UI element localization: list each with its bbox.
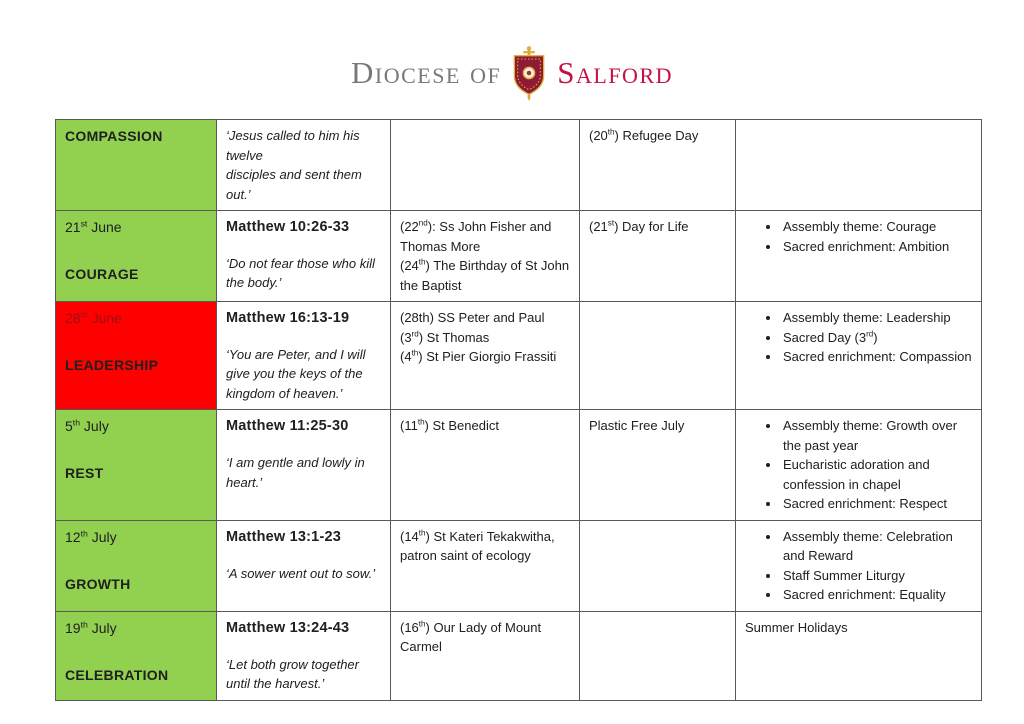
saints-cell [391,410,580,521]
theme-label: REST [65,465,104,482]
events-cell [580,410,736,521]
saints-cell [391,611,580,700]
notes-cell [736,520,982,611]
saints-cell [391,520,580,611]
notes-cell [736,611,982,700]
note-bullet: • Sacred Day (3rd) [781,328,972,348]
saint-day-line: (14th) St Kateri Tekakwitha, patron saint of ecology [400,528,555,564]
events-cell [580,611,736,700]
saint-day-line: (4th) St Pier Giorgio Frassiti [400,348,557,364]
diocese-logo [0,44,1024,102]
theme-cell [56,120,217,211]
table-row [56,120,982,211]
date-label: 5th July [65,417,109,435]
scripture-quote: ‘Let both grow together until the harvest.’ [226,656,359,691]
scripture-cell [217,120,391,211]
date-label: 19th July [65,619,117,636]
salford-crest-icon [509,45,549,101]
event-line: (21st) Day for Life [589,218,689,234]
scripture-reference: Matthew 10:26-33 [226,219,350,235]
date-label: 12th July [65,528,117,545]
saint-day-line: (28th) SS Peter and Paul [400,310,545,325]
notes-bullet-list [745,416,972,514]
table-row [56,520,982,611]
table-row [56,302,982,410]
event-line: Plastic Free July [589,418,685,434]
event-line: (20th) Refugee Day [589,127,699,143]
note-bullet: • Assembly theme: Leadership [781,308,972,328]
scripture-quote: ‘You are Peter, and I will give you the keys of the kingdom of heaven.’ [226,346,366,401]
saint-day-line: (22nd): Ss John Fisher and Thomas More [400,218,552,254]
note-bullet: • Eucharistic adoration and confession in chapel [781,455,972,494]
note-bullet: • Assembly theme: Celebration and Reward [781,527,972,566]
scripture-quote: ‘A sower went out to sow.’ [226,565,376,581]
note-text: Summer Holidays [745,619,848,635]
events-cell [580,120,736,211]
note-bullet: • Staff Summer Liturgy [781,566,972,586]
notes-cell [736,211,982,302]
saints-cell [391,211,580,302]
scripture-reference: Matthew 13:24-43 [226,619,350,636]
note-bullet: • Assembly theme: Courage [781,217,972,237]
scripture-quote: ‘I am gentle and lowly in heart.’ [226,455,365,490]
theme-cell [56,520,217,611]
scripture-reference: Matthew 16:13-19 [226,310,350,326]
scripture-cell [217,520,391,611]
saint-day-line: (11th) St Benedict [400,417,499,434]
date-label: 28th June [65,309,123,326]
notes-cell [736,302,982,410]
events-cell [580,211,736,302]
saints-cell [391,302,580,410]
saint-day-line: (3rd) St Thomas [400,329,490,345]
scripture-reference: Matthew 11:25-30 [226,418,349,435]
theme-cell [56,611,217,700]
note-bullet: • Assembly theme: Growth over the past year [781,416,972,455]
date-label: 21st June [65,218,122,235]
theme-cell [56,410,217,521]
table-row [56,410,982,521]
notes-bullet-list [745,308,972,367]
table-row [56,611,982,700]
scripture-quote: ‘Do not fear those who kill the body.’ [226,255,375,291]
theme-label: CELEBRATION [65,666,169,683]
note-bullet: • Sacred enrichment: Equality [781,585,972,605]
theme-label: GROWTH [65,575,131,592]
scripture-cell [217,611,391,700]
saints-cell [391,120,580,211]
saint-day-line: (24th) The Birthday of St John the Baptist [400,257,570,293]
events-cell [580,302,736,410]
theme-label: COMPASSION [65,128,163,144]
scripture-reference: Matthew 13:1-23 [226,528,342,545]
theme-label: LEADERSHIP [65,357,159,373]
liturgical-calendar-table [55,119,982,701]
notes-cell [736,120,982,211]
theme-cell [56,211,217,302]
table-row [56,211,982,302]
note-bullet: • Sacred enrichment: Ambition [781,237,972,257]
scripture-cell [217,211,391,302]
notes-cell [736,410,982,521]
theme-label: COURAGE [65,266,139,282]
notes-bullet-list [745,527,972,605]
note-bullet: • Sacred enrichment: Compassion [781,347,972,367]
note-bullet: • Sacred enrichment: Respect [781,494,972,514]
notes-bullet-list [745,217,972,256]
scripture-cell [217,410,391,521]
logo-text-prefix: Diocese of [350,55,502,90]
scripture-cell [217,302,391,410]
logo-text-name: Salford [557,55,674,90]
theme-cell [56,302,217,410]
scripture-quote: ‘Jesus called to him his twelve disciples and sent them out.’ [226,128,362,202]
saint-day-line: (16th) Our Lady of Mount Carmel [400,619,542,655]
events-cell [580,520,736,611]
